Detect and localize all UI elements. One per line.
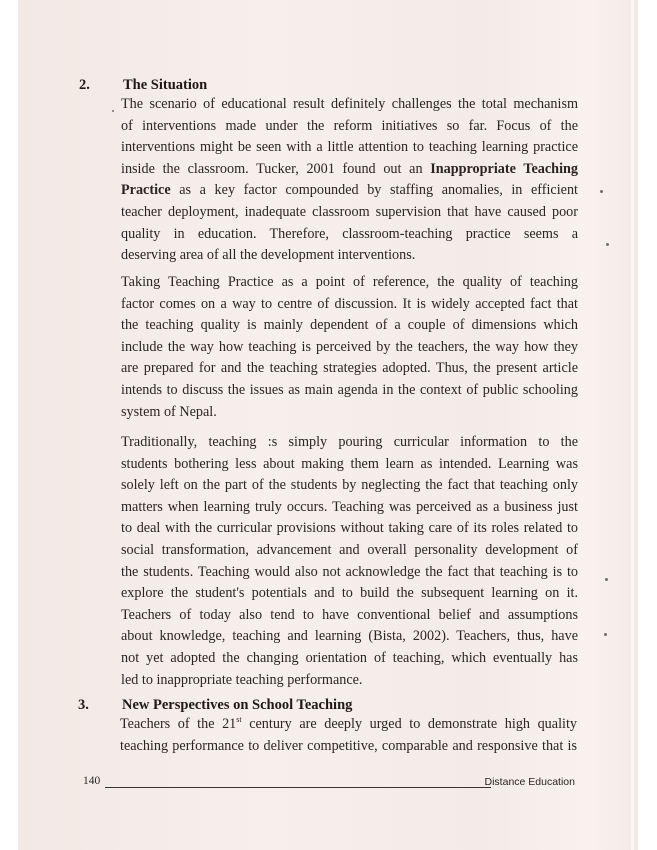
paragraph [121, 432, 578, 691]
text-run: inside the classroom. Tucker, 2001 found out an [121, 160, 431, 177]
section-title: New Perspectives on School Teaching [122, 697, 353, 713]
text-line: about knowledge, teaching and learning (Bista, 2002). Teachers, thus, have [121, 628, 578, 645]
text-run: as a key factor compounded by staffing anomalies, in efficient [179, 182, 579, 199]
text-line: the teaching quality is mainly dependent of a couple of dimensions which [121, 317, 578, 334]
text-line [121, 180, 578, 202]
emphasis-text: Practice [121, 182, 171, 199]
superscript: st [236, 715, 242, 724]
speck-mark [112, 110, 114, 112]
text-line: to deal with the curricular provisions without taking care of its roles related to [121, 520, 578, 537]
scanned-page [18, 0, 638, 850]
paragraph [121, 272, 578, 423]
text-line: intends to discuss the issues as main agenda in the context of public schooling [121, 381, 578, 398]
text-line: not yet adopted the changing orientation of teaching, which eventually has [121, 649, 578, 666]
text-line: deserving area of all the development interventions. [121, 247, 416, 264]
page-number: 140 [83, 775, 101, 787]
text-line: teacher deployment, inadequate classroom supervision that have caused poor [121, 203, 578, 220]
journal-name: Distance Education [484, 776, 575, 788]
page-crease [631, 0, 634, 850]
text-line: are prepared for and the teaching strategies adopted. Thus, the present article [121, 360, 578, 377]
text-line: quality in education. Therefore, classroom-teaching practice seems a [121, 225, 578, 242]
emphasis-text: Inappropriate Teaching [430, 160, 578, 177]
text-line: solely left on the part of the students by neglecting the fact that teaching only [121, 477, 578, 494]
paragraph [120, 714, 577, 757]
text-line: system of Nepal. [121, 403, 217, 420]
text-line: social transformation, advancement and overall personality development of [121, 541, 578, 558]
text-line: the students. Teaching would also not acknowledge the fact that teaching is to [121, 563, 578, 580]
speck-mark [605, 578, 608, 581]
text-line: teaching performance to deliver competitive, comparable and responsive that is [120, 737, 577, 754]
text-line: factor comes on a way to centre of discussion. It is widely accepted fact that [121, 295, 578, 312]
text-run: century are deeply urged to demonstrate high quality [241, 716, 577, 732]
text-line: explore the student's potentials and to build the subsequent learning on it. [121, 585, 578, 602]
text-line: Traditionally, teaching :s simply pouring curricular information to the [121, 434, 578, 450]
footer-rule [105, 787, 491, 788]
text-line [121, 159, 578, 181]
section-number: 3. [78, 697, 89, 713]
section-number: 2. [79, 77, 90, 93]
text-line: of interventions made under the reform initiatives so far. Focus of the [121, 117, 578, 134]
paragraph [121, 94, 578, 267]
text-line: Taking Teaching Practice as a point of reference, the quality of teaching [121, 274, 578, 290]
text-line: interventions might be seen with a little attention to teaching learning practice [121, 139, 578, 156]
text-line: matters when learning truly occurs. Teaching was perceived as a business just [121, 498, 578, 515]
text-line: students bothering less about making them learn as intended. Learning was [121, 455, 578, 472]
text-run: Teachers of the 21 [120, 716, 237, 732]
speck-mark [600, 190, 603, 193]
speck-mark [606, 243, 609, 246]
text-line: Teachers of today also tend to have conventional belief and assumptions [121, 606, 578, 623]
speck-mark [604, 633, 607, 636]
text-line: led to inappropriate teaching performance. [121, 671, 363, 688]
text-line: include the way how teaching is perceived by the teachers, the way how they [121, 338, 578, 355]
text-line: The scenario of educational result definitely challenges the total mechanism [121, 96, 578, 112]
section-title: The Situation [123, 77, 208, 93]
text-line [120, 714, 577, 736]
